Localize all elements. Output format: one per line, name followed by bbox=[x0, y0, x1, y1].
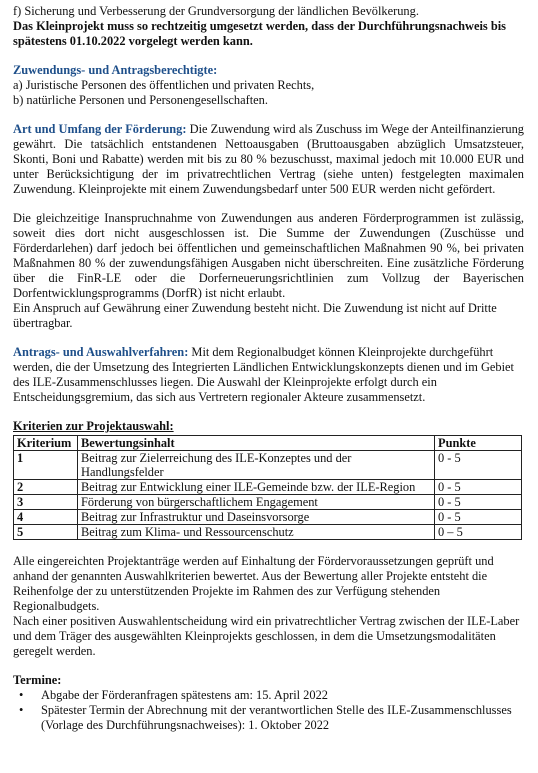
dates-list bbox=[13, 688, 524, 733]
criteria-heading: Kriterien zur Projektauswahl: bbox=[13, 419, 174, 433]
funding-text: Die Zuwendung wird als Zuschuss im Wege der Anteilfinanzierung gewährt. Die tatsächlich entstandenen Nettoausgaben (Bruttoausgaben abzüglich Umsatzsteuer, Skonti, Boni und Rabatte) werden mit bis zu 80 % bezuschusst, maximal jedoch mit 10.000 EUR und unter Berücksichtigung der im privatrechtlichen Vertrag (siehe unten) festgelegten maximalen Zuwendung. Kleinprojekte mit einem Zuwendungsbedarf unter 500 EUR werden nicht gefördert. bbox=[13, 122, 524, 196]
funding-para2: Die gleichzeitige Inanspruchnahme von Zuwendungen aus anderen Förderprogrammen ist zulässig, soweit dies dort nicht ausgeschlossen ist. Die Summe der Zuwendungen (Zuschüsse und Förderdarlehen) darf jedoch bei öffentlichen und gemeinschaftlichen Maßnahmen 90 %, bei privaten Maßnahmen 80 % der zuwendungsfähigen Ausgaben nicht überschreiten. Eine zusätzliche Förderung über die FinR-LE oder die Dorferneuerungsrichtlinien zum Vollzug der Bayerischen Dorfentwicklungsprogramms (DorfR) ist nicht erlaubt. bbox=[13, 211, 524, 300]
criteria-table bbox=[13, 435, 522, 540]
bullet-icon: • bbox=[19, 688, 24, 702]
table-row bbox=[14, 525, 522, 540]
col-content: Bewertungsinhalt bbox=[78, 436, 435, 451]
procedure-heading: Antrags- und Auswahlverfahren: bbox=[13, 345, 189, 359]
procedure-text: Mit dem Regionalbudget können Kleinprojekte durchgeführt werden, die der Umsetzung des Integrierten Ländlichen Entwicklungskonzepts dienen und im Gebiet des ILE-Zusammenschlusses liegen. Die Auswahl der Kleinprojekte erfolgt durch ein Entscheidungsgremium, das sich aus Vertretern regionaler Akteure zusammensetzt. bbox=[13, 345, 514, 404]
eligible-item-b: b) natürliche Personen und Personengesellschaften. bbox=[13, 93, 268, 107]
eligible-heading: Zuwendungs- und Antragsberechtigte: bbox=[13, 63, 218, 77]
bullet-icon: • bbox=[19, 703, 24, 717]
criteria-header-row bbox=[14, 436, 522, 451]
table-row bbox=[14, 510, 522, 525]
row-number: 1 bbox=[14, 451, 78, 480]
list-item bbox=[13, 703, 524, 733]
item-f: f) Sicherung und Verbesserung der Grundversorgung der ländlichen Bevölkerung. bbox=[13, 4, 419, 18]
evaluation-para2: Nach einer positiven Auswahlentscheidung wird ein privatrechtlicher Vertrag zwischen der ILE-Laber und dem Träger des ausgewählten Kleinprojekts geschlossen, in dem die Umsetzungsmodalitäten geregelt werden. bbox=[13, 614, 520, 658]
funding-paragraph bbox=[13, 122, 524, 197]
table-row bbox=[14, 451, 522, 480]
date-text: Abgabe der Förderanfragen spätestens am: 15. April 2022 bbox=[41, 688, 328, 702]
procedure-paragraph bbox=[13, 345, 524, 405]
funding-heading: Art und Umfang der Förderung: bbox=[13, 122, 187, 136]
row-content: Beitrag zur Entwicklung einer ILE-Gemeinde bzw. der ILE-Region bbox=[78, 480, 435, 495]
col-points: Punkte bbox=[435, 436, 522, 451]
row-content: Beitrag zur Infrastruktur und Daseinsvorsorge bbox=[78, 510, 435, 525]
row-number: 3 bbox=[14, 495, 78, 510]
row-number: 5 bbox=[14, 525, 78, 540]
row-points: 0 - 5 bbox=[435, 451, 522, 480]
row-points: 0 - 5 bbox=[435, 480, 522, 495]
date-text: Spätester Termin der Abrechnung mit der verantwortlichen Stelle des ILE-Zusammenschlusses (Vorlage des Durchführungsnachweises): 1. Oktober 2022 bbox=[41, 703, 512, 732]
list-item bbox=[13, 688, 524, 703]
row-number: 2 bbox=[14, 480, 78, 495]
row-content: Beitrag zum Klima- und Ressourcenschutz bbox=[78, 525, 435, 540]
eligible-item-a: a) Juristische Personen des öffentlichen und privaten Rechts, bbox=[13, 78, 315, 92]
row-points: 0 - 5 bbox=[435, 510, 522, 525]
row-points: 0 – 5 bbox=[435, 525, 522, 540]
evaluation-para1: Alle eingereichten Projektanträge werden auf Einhaltung der Fördervoraussetzungen geprüft und anhand der genannten Auswahlkriterien bewertet. Aus der Bewertung aller Projekte entsteht die Reihenfolge der zu unterstützenden Projekte im Rahmen des zur Verfügung stehenden Regionalbudgets. bbox=[13, 554, 494, 613]
table-row bbox=[14, 480, 522, 495]
table-row bbox=[14, 495, 522, 510]
dates-heading: Termine: bbox=[13, 673, 62, 687]
row-number: 4 bbox=[14, 510, 78, 525]
row-content: Förderung von bürgerschaftlichem Engagement bbox=[78, 495, 435, 510]
funding-para3: Ein Anspruch auf Gewährung einer Zuwendung besteht nicht. Die Zuwendung ist nicht auf Dritte übertragbar. bbox=[13, 301, 497, 330]
row-points: 0 - 5 bbox=[435, 495, 522, 510]
row-content: Beitrag zur Zielerreichung des ILE-Konzeptes und der Handlungsfelder bbox=[78, 451, 435, 480]
col-criterion: Kriterium bbox=[14, 436, 78, 451]
deadline-notice: Das Kleinprojekt muss so rechtzeitig umgesetzt werden, dass der Durchführungsnachweis bis spätestens 01.10.2022 vorgelegt werden kann. bbox=[13, 19, 506, 48]
